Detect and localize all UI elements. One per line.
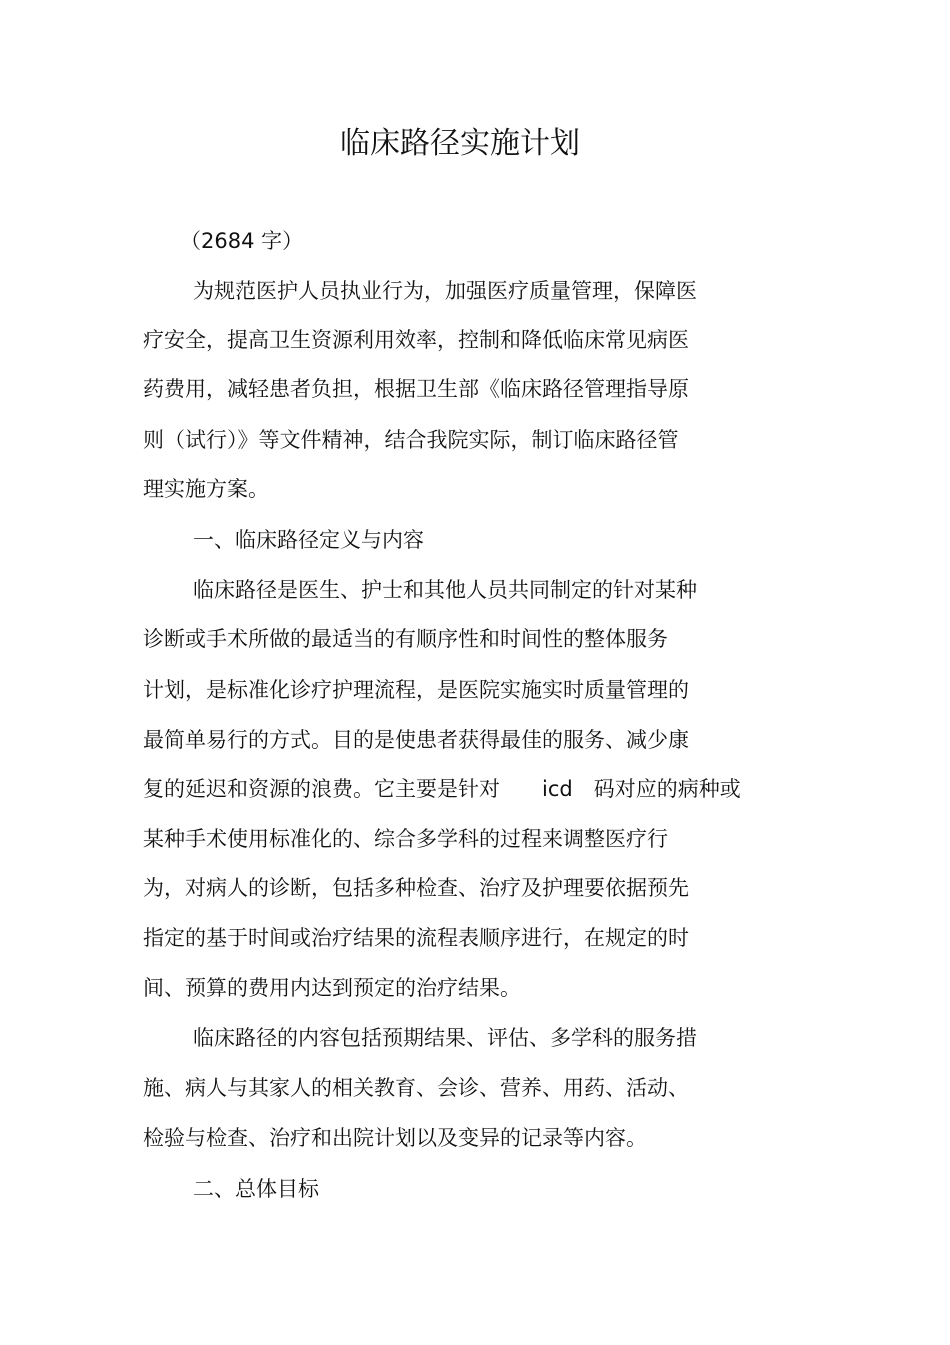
paragraph-line: 为规范医护人员执业行为，加强医疗质量管理，保障医 bbox=[193, 279, 697, 303]
paragraph-line: 理实施方案。 bbox=[143, 477, 269, 501]
paragraph-line: 药费用，减轻患者负担，根据卫生部《临床路径管理指导原 bbox=[143, 377, 689, 401]
paragraph-line: 为，对病人的诊断，包括多种检查、治疗及护理要依据预先 bbox=[143, 876, 689, 900]
paragraph-line: 最简单易行的方式。目的是使患者获得最佳的服务、减少康 bbox=[143, 728, 689, 752]
paragraph-line: 间、预算的费用内达到预定的治疗结果。 bbox=[143, 976, 521, 1000]
document-title: 临床路径实施计划 bbox=[340, 126, 580, 161]
paragraph-line: 疗安全，提高卫生资源利用效率，控制和降低临床常见病医 bbox=[143, 328, 689, 352]
paragraph-line: 施、病人与其家人的相关教育、会诊、营养、用药、活动、 bbox=[143, 1076, 689, 1100]
paragraph-line: 诊断或手术所做的最适当的有顺序性和时间性的整体服务 bbox=[143, 627, 668, 651]
section-heading: 二、总体目标 bbox=[193, 1177, 319, 1201]
section-heading: 一、临床路径定义与内容 bbox=[193, 528, 424, 552]
paragraph-line: 计划，是标准化诊疗护理流程，是医院实施实时质量管理的 bbox=[143, 678, 689, 702]
paragraph-line: 临床路径是医生、护士和其他人员共同制定的针对某种 bbox=[193, 578, 697, 602]
paragraph-line: 临床路径的内容包括预期结果、评估、多学科的服务措 bbox=[193, 1026, 697, 1050]
paragraph-line: 指定的基于时间或治疗结果的流程表顺序进行，在规定的时 bbox=[143, 926, 689, 950]
paragraph-line: 复的延迟和资源的浪费。它主要是针对 icd 码对应的病种或 bbox=[143, 777, 741, 801]
paragraph-line: 某种手术使用标准化的、综合多学科的过程来调整医疗行 bbox=[143, 827, 668, 851]
paragraph-line: 检验与检查、治疗和出院计划以及变异的记录等内容。 bbox=[143, 1126, 647, 1150]
paragraph-line: 则（试行）》等文件精神，结合我院实际，制订临床路径管 bbox=[143, 428, 679, 452]
word-count: （2684 字） bbox=[180, 229, 304, 253]
